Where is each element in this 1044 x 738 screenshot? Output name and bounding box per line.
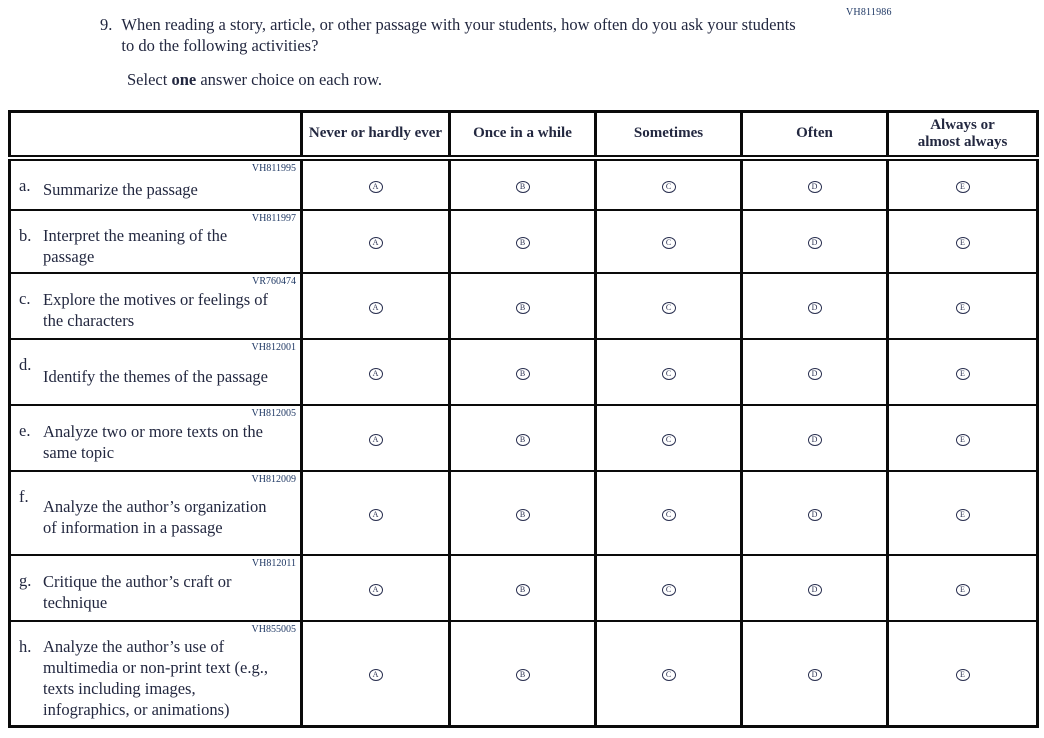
answer-bubble-b-row-c[interactable]: B [516,302,530,314]
option-cell [450,210,596,273]
answer-bubble-c-row-b[interactable]: C [662,237,676,249]
row-letter: b. [19,225,32,245]
answer-bubble-e-row-a[interactable]: E [956,181,970,193]
row-item [19,175,296,207]
row-label-cell [10,555,302,621]
answer-bubble-c-row-e[interactable]: C [662,434,676,446]
row-label-text: Analyze the author’s use of multimedia or non-print text (e.g., texts including images, infographics, or animations) [43,636,268,719]
option-cell [596,555,742,621]
row-label-text: Analyze two or more texts on the same topic [43,422,263,462]
row-label-text: Identify the themes of the passage [43,366,268,386]
instruction-bold-word: one [171,70,197,89]
row-label-text: Explore the motives or feelings of the characters [43,290,268,330]
answer-bubble-b-row-h[interactable]: B [516,669,530,681]
option-cell [742,555,888,621]
option-cell [742,158,888,210]
option-cell [596,339,742,405]
option-cell [888,555,1038,621]
answer-bubble-a-row-f[interactable]: A [369,509,383,521]
option-cell [450,273,596,339]
option-cell [450,471,596,555]
option-cell [742,339,888,405]
option-cell [302,555,450,621]
row-accession-code: VH811995 [251,162,296,174]
answer-bubble-e-row-b[interactable]: E [956,237,970,249]
option-cell [888,339,1038,405]
column-header-once-in-a-while [450,112,596,158]
answer-bubble-c-row-c[interactable]: C [662,302,676,314]
instruction-prefix: Select [127,70,172,89]
row-label-text: Summarize the passage [43,179,198,199]
row-letter: f. [19,486,29,506]
column-header-label: Sometimes [633,125,704,142]
corner-cell [10,112,302,158]
instruction-suffix: answer choice on each row. [196,70,383,89]
option-cell [302,471,450,555]
option-cell [302,621,450,727]
answer-bubble-a-row-b[interactable]: A [369,237,383,249]
answer-bubble-b-row-f[interactable]: B [516,509,530,521]
answer-bubble-e-row-c[interactable]: E [956,302,970,314]
answer-bubble-a-row-a[interactable]: A [369,181,383,193]
answer-bubble-a-row-h[interactable]: A [369,669,383,681]
option-cell [450,621,596,727]
answer-bubble-b-row-e[interactable]: B [516,434,530,446]
row-letter: h. [19,636,32,656]
option-cell [450,339,596,405]
column-header-sometimes [596,112,742,158]
option-cell [596,158,742,210]
option-cell [596,405,742,471]
table-row [10,273,1038,339]
row-letter: c. [19,288,31,308]
answer-bubble-b-row-b[interactable]: B [516,237,530,249]
row-item [19,288,296,336]
question-instruction [127,69,820,90]
answer-bubble-a-row-d[interactable]: A [369,368,383,380]
row-item [19,420,296,468]
row-letter: g. [19,570,32,590]
survey-table-wrap [8,110,1039,728]
answer-bubble-a-row-c[interactable]: A [369,302,383,314]
row-item [19,354,296,402]
table-row [10,339,1038,405]
answer-bubble-c-row-a[interactable]: C [662,181,676,193]
row-accession-code: VH812011 [251,557,296,569]
answer-bubble-d-row-a[interactable]: D [808,181,822,193]
answer-bubble-c-row-h[interactable]: C [662,669,676,681]
row-accession-code: VR760474 [252,275,296,287]
column-header-label: Often [796,125,833,142]
question-block [100,14,820,90]
row-label-text: Critique the author’s craft or technique [43,572,232,612]
option-cell [302,210,450,273]
answer-bubble-b-row-a[interactable]: B [516,181,530,193]
answer-bubble-e-row-f[interactable]: E [956,509,970,521]
answer-bubble-c-row-f[interactable]: C [662,509,676,521]
option-cell [742,210,888,273]
table-row [10,621,1038,727]
option-cell [596,471,742,555]
column-header-label: Never or hardly ever [308,125,443,142]
option-cell [888,210,1038,273]
answer-bubble-e-row-e[interactable]: E [956,434,970,446]
option-cell [742,471,888,555]
option-cell [596,273,742,339]
option-cell [888,158,1038,210]
answer-bubble-e-row-g[interactable]: E [956,584,970,596]
option-cell [450,405,596,471]
row-accession-code: VH812009 [251,473,296,485]
option-cell [742,405,888,471]
column-header-label: Once in a while [473,125,572,142]
row-label-cell [10,273,302,339]
answer-bubble-d-row-h[interactable]: D [808,669,822,681]
row-label-cell [10,210,302,273]
row-item [19,570,296,618]
option-cell [742,621,888,727]
column-header-always [888,112,1038,158]
option-cell [742,273,888,339]
question-text: When reading a story, article, or other passage with your students, how often do you ask your students to do the following activities? [121,15,796,55]
table-row [10,158,1038,210]
option-cell [596,621,742,727]
row-label-cell [10,621,302,727]
form-accession-code: VH811986 [846,7,892,18]
option-cell [302,158,450,210]
answer-bubble-d-row-b[interactable]: D [808,237,822,249]
row-label-text: Analyze the author’s organization of information in a passage [43,497,267,537]
row-accession-code: VH855005 [251,623,296,635]
option-cell [888,621,1038,727]
row-item [19,225,296,270]
answer-bubble-c-row-g[interactable]: C [662,584,676,596]
row-letter: a. [19,175,31,195]
option-cell [596,210,742,273]
option-cell [450,158,596,210]
answer-bubble-a-row-e[interactable]: A [369,434,383,446]
option-cell [888,405,1038,471]
row-label-cell [10,471,302,555]
table-row [10,555,1038,621]
row-label-cell [10,158,302,210]
row-label-cell [10,339,302,405]
column-header-never [302,112,450,158]
table-row [10,210,1038,273]
table-body [10,158,1038,727]
answer-bubble-d-row-g[interactable]: D [808,584,822,596]
table-header [10,112,1038,158]
row-label-text: Interpret the meaning of the passage [43,225,228,266]
option-cell [302,339,450,405]
answer-bubble-b-row-d[interactable]: B [516,368,530,380]
answer-bubble-d-row-c[interactable]: D [808,302,822,314]
column-header-often [742,112,888,158]
row-accession-code: VH812001 [251,341,296,353]
row-accession-code: VH811997 [251,212,296,224]
row-label-cell [10,405,302,471]
option-cell [450,555,596,621]
answer-bubble-e-row-d[interactable]: E [956,368,970,380]
option-cell [302,405,450,471]
row-accession-code: VH812005 [251,407,296,419]
answer-bubble-a-row-g[interactable]: A [369,584,383,596]
option-cell [888,471,1038,555]
option-cell [302,273,450,339]
answer-bubble-c-row-d[interactable]: C [662,368,676,380]
table-row [10,405,1038,471]
answer-bubble-d-row-e[interactable]: D [808,434,822,446]
answer-bubble-e-row-h[interactable]: E [956,669,970,681]
column-header-label: Always or almost always [917,116,1008,150]
table-row [10,471,1038,555]
row-letter: d. [19,354,32,374]
row-letter: e. [19,420,31,440]
row-item [19,486,296,552]
row-item [19,636,296,723]
answer-bubble-d-row-f[interactable]: D [808,509,822,521]
question-number: 9. [100,15,113,34]
option-cell [888,273,1038,339]
answer-bubble-b-row-g[interactable]: B [516,584,530,596]
frequency-matrix-table [8,110,1039,728]
answer-bubble-d-row-d[interactable]: D [808,368,822,380]
